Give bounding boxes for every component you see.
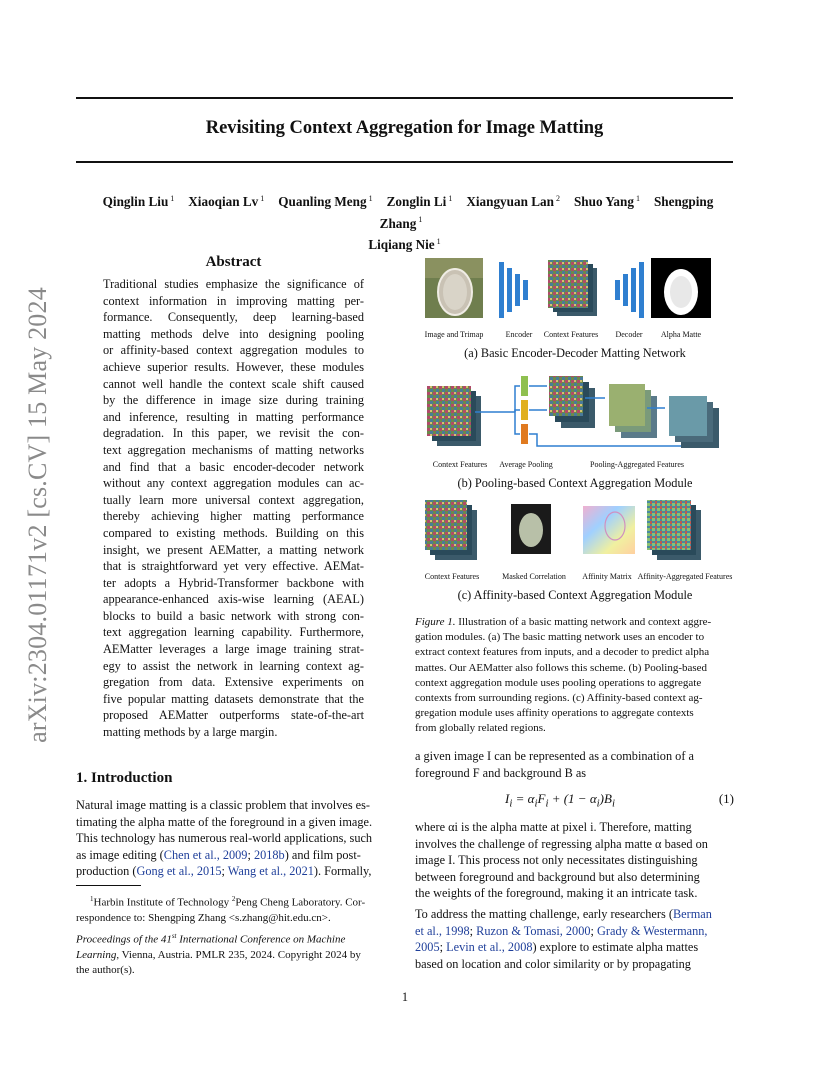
text-line: image I. This process not only necessitates distinguishing [415, 853, 698, 868]
text-line: between foreground and background but also determining [415, 869, 700, 884]
figure-b-label: Average Pooling [499, 460, 553, 469]
abstract-line: proposed AEMatter outperforms state-of-the-art [103, 708, 364, 723]
footnote-rule [76, 885, 141, 886]
affiliation-marker: 1 [418, 215, 423, 225]
figure-a-label: Decoder [615, 330, 643, 339]
text-line: 2005; Levin et al., 2008) explore to estimate alpha mattes [415, 940, 699, 955]
affiliation-marker: 1 [448, 194, 453, 203]
abstract-line: text aggregation mechanisms of matting networks [103, 442, 364, 457]
affiliation-marker: 2 [555, 194, 560, 203]
figure-c-label: Affinity Matrix [582, 572, 632, 581]
affinity-matrix-thumbnail [583, 506, 635, 554]
abstract-line: that is straightforward yet very effective. AEMat- [103, 559, 364, 574]
affiliation-marker: 1 [170, 194, 175, 203]
abstract-line: compared to existing methods. Building on this [103, 525, 364, 540]
abstract-line: Traditional studies emphasize the significance of [103, 277, 364, 291]
figure-1 [415, 250, 735, 610]
author-name: Zonglin Li $^1$ [386, 194, 453, 210]
citation-link[interactable]: 2018b [253, 847, 285, 862]
figure-b-caption: (b) Pooling-based Context Aggregation Module [457, 476, 693, 490]
text-line: To address the matting challenge, early researchers (Berman [415, 907, 712, 921]
text-line: based on location and color similarity or by propagating [415, 956, 691, 971]
author-name: Xiaoqian Lv $^1$ [188, 194, 265, 210]
title-bottom-rule [76, 161, 733, 163]
proceedings-note: Proceedings of the 41st International Conference on Machine Learning, Vienna, Austria. PMLR 235, 2024. Copyright 2024 by the author(s). [76, 932, 361, 976]
page-number: 1 [401, 990, 409, 1004]
figure-a-label: Context Features [543, 330, 599, 339]
abstract-line: matting methods delve into designing pooling [103, 326, 364, 341]
author-name: Shengping Zhang $^1$ [379, 194, 714, 231]
citation-link[interactable]: Wang et al., 2021 [227, 864, 314, 879]
context-feature-stack [548, 260, 597, 316]
figure-a-label: Alpha Matte [660, 330, 702, 339]
citation-link[interactable]: Grady & Westermann, [597, 923, 708, 938]
right-column-intro [415, 748, 734, 781]
intro-paragraph [76, 797, 394, 880]
figure-c-label: Masked Correlation [502, 572, 566, 581]
right-column-paragraph-1 [415, 819, 734, 902]
pooled-feature-stacks [549, 376, 719, 448]
figure-a-label: Encoder [505, 330, 533, 339]
abstract-line: and inference, resulting in matting performance [103, 409, 364, 424]
affiliation-footnote: $^1$Harbin Institute of Technology $^2$Peng Cheng Laboratory. Cor- respondence to: Shengping Zhang <s.zhang@hit.edu.cn>. [76, 895, 366, 924]
text-line: where αi is the alpha matte at pixel i. Therefore, matting [415, 820, 692, 834]
abstract-line: AEMatter leverages a large image training strat- [103, 642, 364, 657]
abstract-line: ter adopts a Hybrid-Transformer backbone with [103, 575, 364, 590]
context-feature-stack [427, 386, 481, 446]
context-feature-stack [425, 500, 477, 560]
intro-line: timating the alpha matte of the foreground in a given image. [76, 814, 373, 829]
figure-c-caption: (c) Affinity-based Context Aggregation Module [457, 588, 693, 602]
citation-link[interactable]: Chen et al., 2009 [163, 847, 248, 862]
text-line: a given image I can be represented as a combination of a [415, 749, 694, 763]
affiliation-marker: 1 [436, 236, 441, 246]
abstract-body [103, 276, 364, 741]
abstract-line: blocks to build a basic network with strong con- [103, 608, 364, 623]
affinity-aggregated-stack [647, 500, 701, 560]
figure-panel-b [415, 374, 735, 464]
abstract-line: context information in improving matting per- [103, 293, 364, 308]
figure-c-label: Context Features [424, 572, 480, 581]
intro-line: as image editing (Chen et al., 2009; 2018b) and film post- [76, 847, 361, 862]
abstract-line: tually learn more universal context aggregation, [103, 492, 364, 507]
section-heading-introduction: 1. Introduction [76, 770, 173, 786]
paper-title: Revisiting Context Aggregation for Image Matting [205, 118, 604, 138]
citation-link[interactable]: et al., 1998 [415, 923, 470, 938]
text-line: involves the challenge of regressing alpha matte α based on [415, 836, 708, 851]
arxiv-sidebar-id: arXiv:2304.01171v2 [cs.CV] 15 May 2024 [23, 287, 52, 743]
citation-link[interactable]: Gong et al., 2015 [136, 864, 222, 879]
author-name: Shuo Yang $^1$ [573, 194, 640, 210]
intro-line: Natural image matting is a classic problem that involves es- [76, 798, 371, 812]
abstract-line: cannot well handle the context scale shift caused [103, 376, 364, 391]
author-name: Xiangyuan Lan $^2$ [466, 194, 560, 210]
right-column-paragraph-2 [415, 906, 734, 972]
affiliation-marker: 1 [368, 194, 373, 203]
abstract-line: achieve superior results. However, these modules [103, 359, 364, 374]
figure-a-caption: (a) Basic Encoder-Decoder Matting Network [464, 346, 686, 360]
top-rule [76, 97, 733, 99]
abstract-line: appearance-enhanced axis-wise learning (AEAL) [103, 592, 364, 607]
citation-link[interactable]: Berman [672, 907, 712, 921]
abstract-line: matting methods by a large margin. [103, 725, 278, 740]
figure-panel-a [415, 256, 735, 341]
abstract-line: text aggregation learning capability. Furthermore, [103, 625, 364, 640]
figure-b-label: Context Features [432, 460, 488, 469]
abstract-line: and find that a basic encoder-decoder network [103, 459, 364, 474]
abstract-heading: Abstract [205, 254, 262, 270]
citation-link[interactable]: Ruzon & Tomasi, 2000 [476, 923, 591, 938]
abstract-line: by the difference in image size during training [103, 393, 364, 408]
author-name: Liqiang Nie $^1$ [368, 236, 441, 253]
authors-line-1 [76, 190, 733, 233]
figure-panel-c [415, 496, 735, 574]
abstract-line: gregation from data. Extensive experiments on [103, 675, 364, 690]
input-image-thumbnail [425, 258, 483, 318]
figure-b-label: Pooling-Aggregated Features [590, 460, 684, 469]
decoder-blocks [615, 262, 644, 318]
abstract-line: five popular matting datasets demonstrate that the [103, 691, 364, 706]
abstract-line: without any context aggregation modules can ac- [103, 476, 364, 491]
author-name: Quanling Meng $^1$ [278, 194, 373, 210]
abstract-line: degradation. In this paper, we revisit the con- [103, 426, 364, 441]
abstract-line: thereby achieving higher matting performance [103, 509, 364, 524]
encoder-blocks [499, 262, 528, 318]
abstract-line: insight, we present AEMatter, a matting network [103, 542, 364, 557]
abstract-line: egy to assist the network in learning context ag- [103, 658, 364, 673]
citation-link[interactable]: Levin et al., 2008 [446, 940, 533, 955]
figure-1-caption: Figure 1. Illustration of a basic matting network and context aggre- gation modules. (a) The basic matting network uses an encoder to extract context features from inputs, and a decoder to predict alpha mattes. Our AEMatter also follows this scheme. (b) Pooling-based context aggregation module uses pooling operations to aggregate contexts from surrounding regions. (c) Affinity-based context ag- gregation module uses affinity operations to aggregate contexts from globally related regions. [415, 616, 712, 735]
affiliation-marker: 1 [635, 194, 640, 203]
affiliation-marker: 1 [260, 194, 265, 203]
masked-correlation-thumbnail [511, 504, 551, 554]
citation-link[interactable]: 2005 [415, 940, 440, 955]
average-pooling-blocks [521, 376, 528, 444]
intro-line: This technology has numerous real-world applications, such [76, 831, 373, 846]
text-line: the weights of the foreground, making it an intricate task. [415, 886, 698, 901]
abstract-line: formance. Consequently, deep learning-based [103, 310, 364, 325]
abstract-line: or affinity-based context aggregation modules to [103, 343, 364, 358]
figure-label: Figure 1. [415, 616, 456, 628]
equation-number: (1) [718, 791, 734, 806]
author-name: Qinglin Liu $^1$ [102, 194, 175, 210]
figure-a-label: Image and Trimap [424, 330, 484, 339]
intro-line: production (Gong et al., 2015; Wang et al., 2021). Formally, [76, 864, 372, 879]
author-list [76, 190, 733, 254]
text-line: foreground F and background B as [415, 765, 587, 780]
alpha-matte-thumbnail [651, 258, 711, 318]
text-line: et al., 1998; Ruzon & Tomasi, 2000; Grady & Westermann, [415, 923, 708, 938]
figure-c-label: Affinity-Aggregated Features [637, 572, 733, 581]
